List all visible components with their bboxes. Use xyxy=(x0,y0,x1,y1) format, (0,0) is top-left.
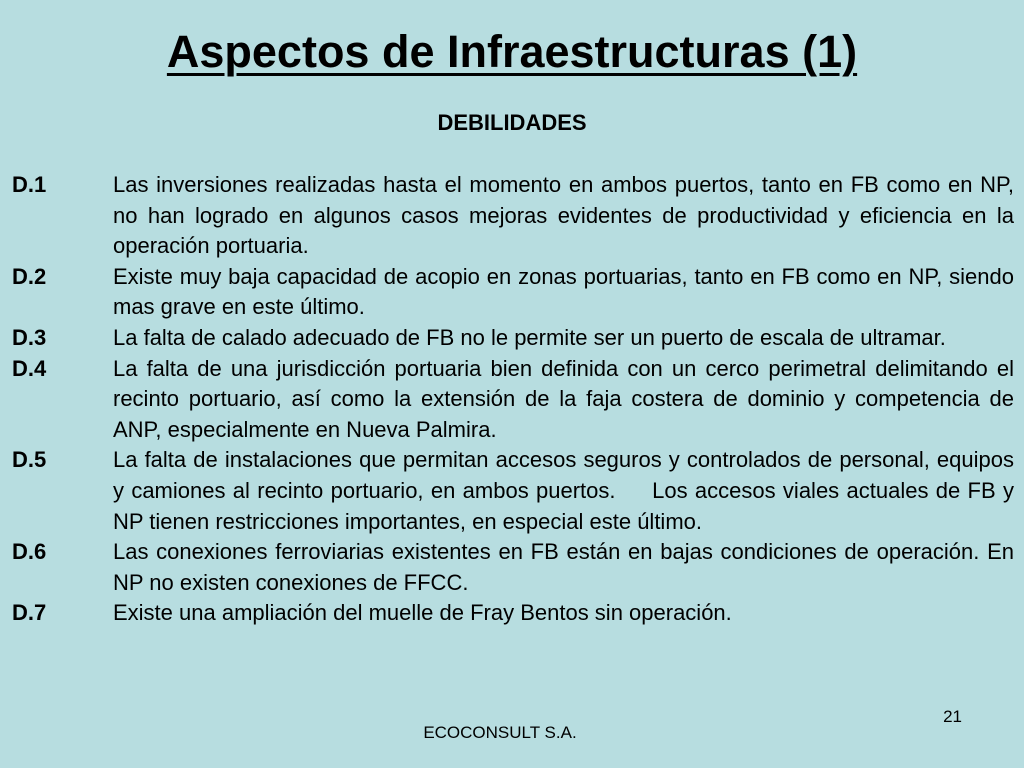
weakness-text: La falta de instalaciones que permitan accesos seguros y controlados de personal, equipos y camiones al recinto portuario, en ambos puertos. Los accesos viales actuales de FB y NP tienen restricciones importantes, en especial este último. xyxy=(113,447,1021,534)
weakness-item-d7 xyxy=(12,598,1014,629)
weakness-item-d3 xyxy=(12,323,1014,354)
weakness-code: D.4 xyxy=(12,355,47,381)
weakness-code: D.1 xyxy=(12,172,47,197)
weakness-item-d1 xyxy=(12,170,1014,262)
weakness-text: Existe muy baja capacidad de acopio en zonas portuarias, tanto en FB como en NP, siendo mas grave en este último. xyxy=(113,263,1014,320)
weakness-text: Las conexiones ferroviarias existentes en FB están en bajas condiciones de operación. En NP no existen conexiones de FFCC. xyxy=(113,539,1014,595)
slide-title xyxy=(0,26,1024,78)
weakness-item-d6 xyxy=(12,537,1014,598)
weakness-code: D.5 xyxy=(12,447,47,473)
weakness-code: D.3 xyxy=(12,324,47,350)
footer-company: ECOCONSULT S.A. xyxy=(423,723,577,742)
weakness-text: La falta de calado adecuado de FB no le permite ser un puerto de escala de ultramar. xyxy=(113,324,946,350)
weakness-text: La falta de una jurisdicción portuaria bien definida con un cerco perimetral delimitando el recinto portuario, así como la extensión de la faja costera de dominio y competencia de ANP, especialmente en Nueva Palmira. xyxy=(113,355,1014,442)
slide-title-text: Aspectos de Infraestructuras (1) xyxy=(166,26,858,77)
weakness-list xyxy=(12,170,1021,629)
section-heading: DEBILIDADES xyxy=(437,110,587,135)
weakness-item-d5 xyxy=(12,445,1021,537)
weakness-code: D.2 xyxy=(12,263,47,289)
weakness-item-d4 xyxy=(12,354,1014,446)
weakness-code: D.7 xyxy=(12,600,47,626)
weakness-text: Las inversiones realizadas hasta el momento en ambos puertos, tanto en FB como en NP, no han logrado en algunos casos mejoras evidentes de productividad y eficiencia en la operación portuaria. xyxy=(113,172,1014,259)
page-number: 21 xyxy=(943,707,962,726)
weakness-item-d2 xyxy=(12,262,1014,323)
weakness-text: Existe una ampliación del muelle de Fray Bentos sin operación. xyxy=(113,600,732,626)
weakness-code: D.6 xyxy=(12,539,47,565)
